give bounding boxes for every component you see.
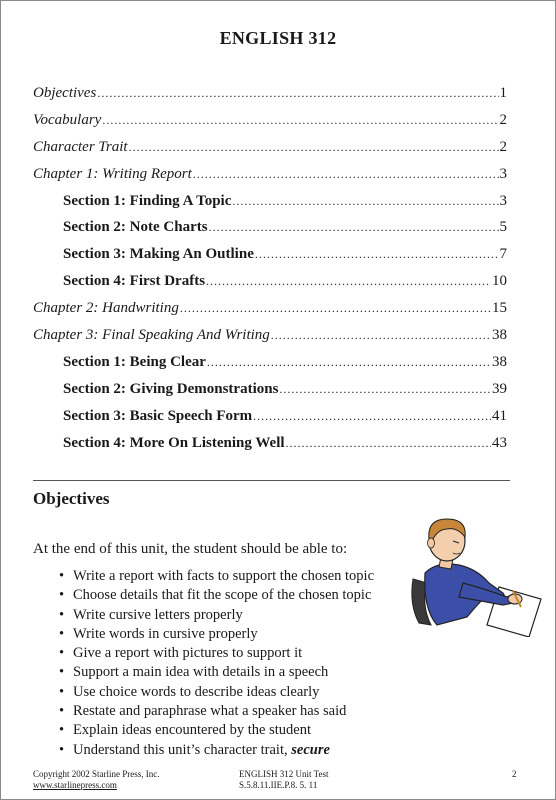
toc-entry-label: Section 4: First Drafts [63,273,206,290]
objectives-list [59,567,409,760]
table-of-contents [33,83,507,459]
toc-entry-page: 41 [492,407,507,424]
toc-entry-label: Character Trait [33,138,128,155]
objective-item [59,721,409,740]
toc-leader-dots [102,110,498,130]
toc-entry-page: 5 [499,219,507,236]
toc-entry-chapter [33,137,507,164]
objective-item [59,741,409,760]
toc-entry-label: Objectives [33,85,97,101]
objective-item [59,625,409,644]
objective-text: Give a report with pictures to support it [73,645,303,662]
toc-entry-page: 3 [499,165,507,182]
toc-entry-chapter [33,298,507,325]
toc-entry-page: 2 [499,111,507,128]
toc-leader-dots [255,244,499,264]
toc-entry-label: Section 1: Finding A Topic [63,192,232,209]
bullet-icon: • [59,741,65,758]
footer-page-number: 2 [512,769,517,779]
toc-entry-label: Section 4: More On Listening Well [63,434,285,451]
toc-entry-page: 1 [499,85,507,101]
toc-entry-page: 7 [499,246,507,263]
objective-text: Choose details that fit the scope of the chosen topic [73,587,372,604]
toc-entry-label: Section 3: Making An Outline [63,246,254,263]
toc-entry-label: Section 3: Basic Speech Form [63,407,253,424]
objective-item [59,567,409,586]
toc-entry-page: 39 [492,380,507,397]
objective-text: Use choice words to describe ideas clearly [73,683,320,700]
objective-text: Restate and paraphrase what a speaker has said [73,703,347,720]
footer-website-link[interactable]: www.starlinepress.com [33,780,117,790]
bullet-icon: • [59,683,65,700]
toc-entry-label: Chapter 2: Handwriting [33,300,179,317]
toc-entry-page: 3 [499,192,507,209]
toc-entry-label: Section 2: Giving Demonstrations [63,380,279,397]
toc-entry-label: Section 2: Note Charts [63,219,208,236]
objective-text: Write a report with facts to support the chosen topic [73,568,375,584]
toc-leader-dots [279,379,491,399]
toc-leader-dots [129,137,499,157]
objective-item [59,586,409,605]
objective-text: Write words in cursive properly [73,625,258,642]
toc-entry-page: 15 [492,300,507,317]
toc-entry-chapter [33,164,507,191]
objective-item [59,683,409,702]
toc-leader-dots [232,191,498,211]
toc-entry-page: 2 [499,138,507,155]
toc-entry-page: 38 [492,353,507,370]
objective-item [59,644,409,663]
character-trait-emphasis: secure [291,741,330,758]
boy-writing-illustration [407,513,543,637]
objectives-heading: Objectives [33,489,110,508]
toc-entry-section [33,191,507,218]
toc-entry-chapter [33,83,507,110]
toc-entry-label: Section 1: Being Clear [63,353,206,370]
toc-leader-dots [206,271,491,291]
toc-leader-dots [271,325,491,345]
toc-leader-dots [97,83,498,103]
toc-entry-section [33,352,507,379]
toc-entry-label: Vocabulary [33,111,102,128]
toc-leader-dots [209,217,499,237]
toc-entry-page: 10 [492,273,507,290]
footer-unit-block [239,769,328,791]
bullet-icon: • [59,722,65,739]
toc-entry-page: 38 [492,327,507,344]
bullet-icon: • [59,625,65,642]
bullet-icon: • [59,587,65,604]
bullet-icon: • [59,568,65,584]
footer-standards: S.5.8.11.IIE.P.8. 5. 11 [239,780,318,790]
objective-item [59,606,409,625]
objective-text: Explain ideas encountered by the student [73,722,311,739]
footer-copyright-block [33,769,160,791]
toc-leader-dots [253,406,491,426]
toc-entry-section [33,406,507,433]
toc-leader-dots [180,298,491,318]
objectives-intro: At the end of this unit, the student should be able to: [33,541,348,557]
objective-item [59,663,409,682]
objective-text: Support a main idea with details in a speech [73,664,329,681]
toc-entry-label: Chapter 1: Writing Report [33,165,192,182]
toc-entry-chapter [33,110,507,137]
toc-entry-section [33,271,507,298]
bullet-icon: • [59,703,65,720]
objective-text: Understand this unit’s character trait, [73,741,292,758]
footer-copyright: Copyright 2002 Starline Press, Inc. [33,769,160,779]
toc-entry-page: 43 [492,434,507,451]
bullet-icon: • [59,664,65,681]
footer-unit: ENGLISH 312 Unit Test [239,769,329,779]
section-divider [33,480,510,481]
toc-leader-dots [193,164,499,184]
bullet-icon: • [59,606,65,623]
toc-leader-dots [286,433,491,453]
objective-text: Write cursive letters properly [73,606,243,623]
toc-entry-label: Chapter 3: Final Speaking And Writing [33,327,270,344]
toc-entry-section [33,433,507,460]
objective-item [59,702,409,721]
toc-entry-section [33,217,507,244]
page-title: ENGLISH 312 [219,28,337,48]
toc-leader-dots [207,352,491,372]
toc-entry-section [33,244,507,271]
bullet-icon: • [59,645,65,662]
toc-entry-section [33,379,507,406]
toc-entry-chapter [33,325,507,352]
